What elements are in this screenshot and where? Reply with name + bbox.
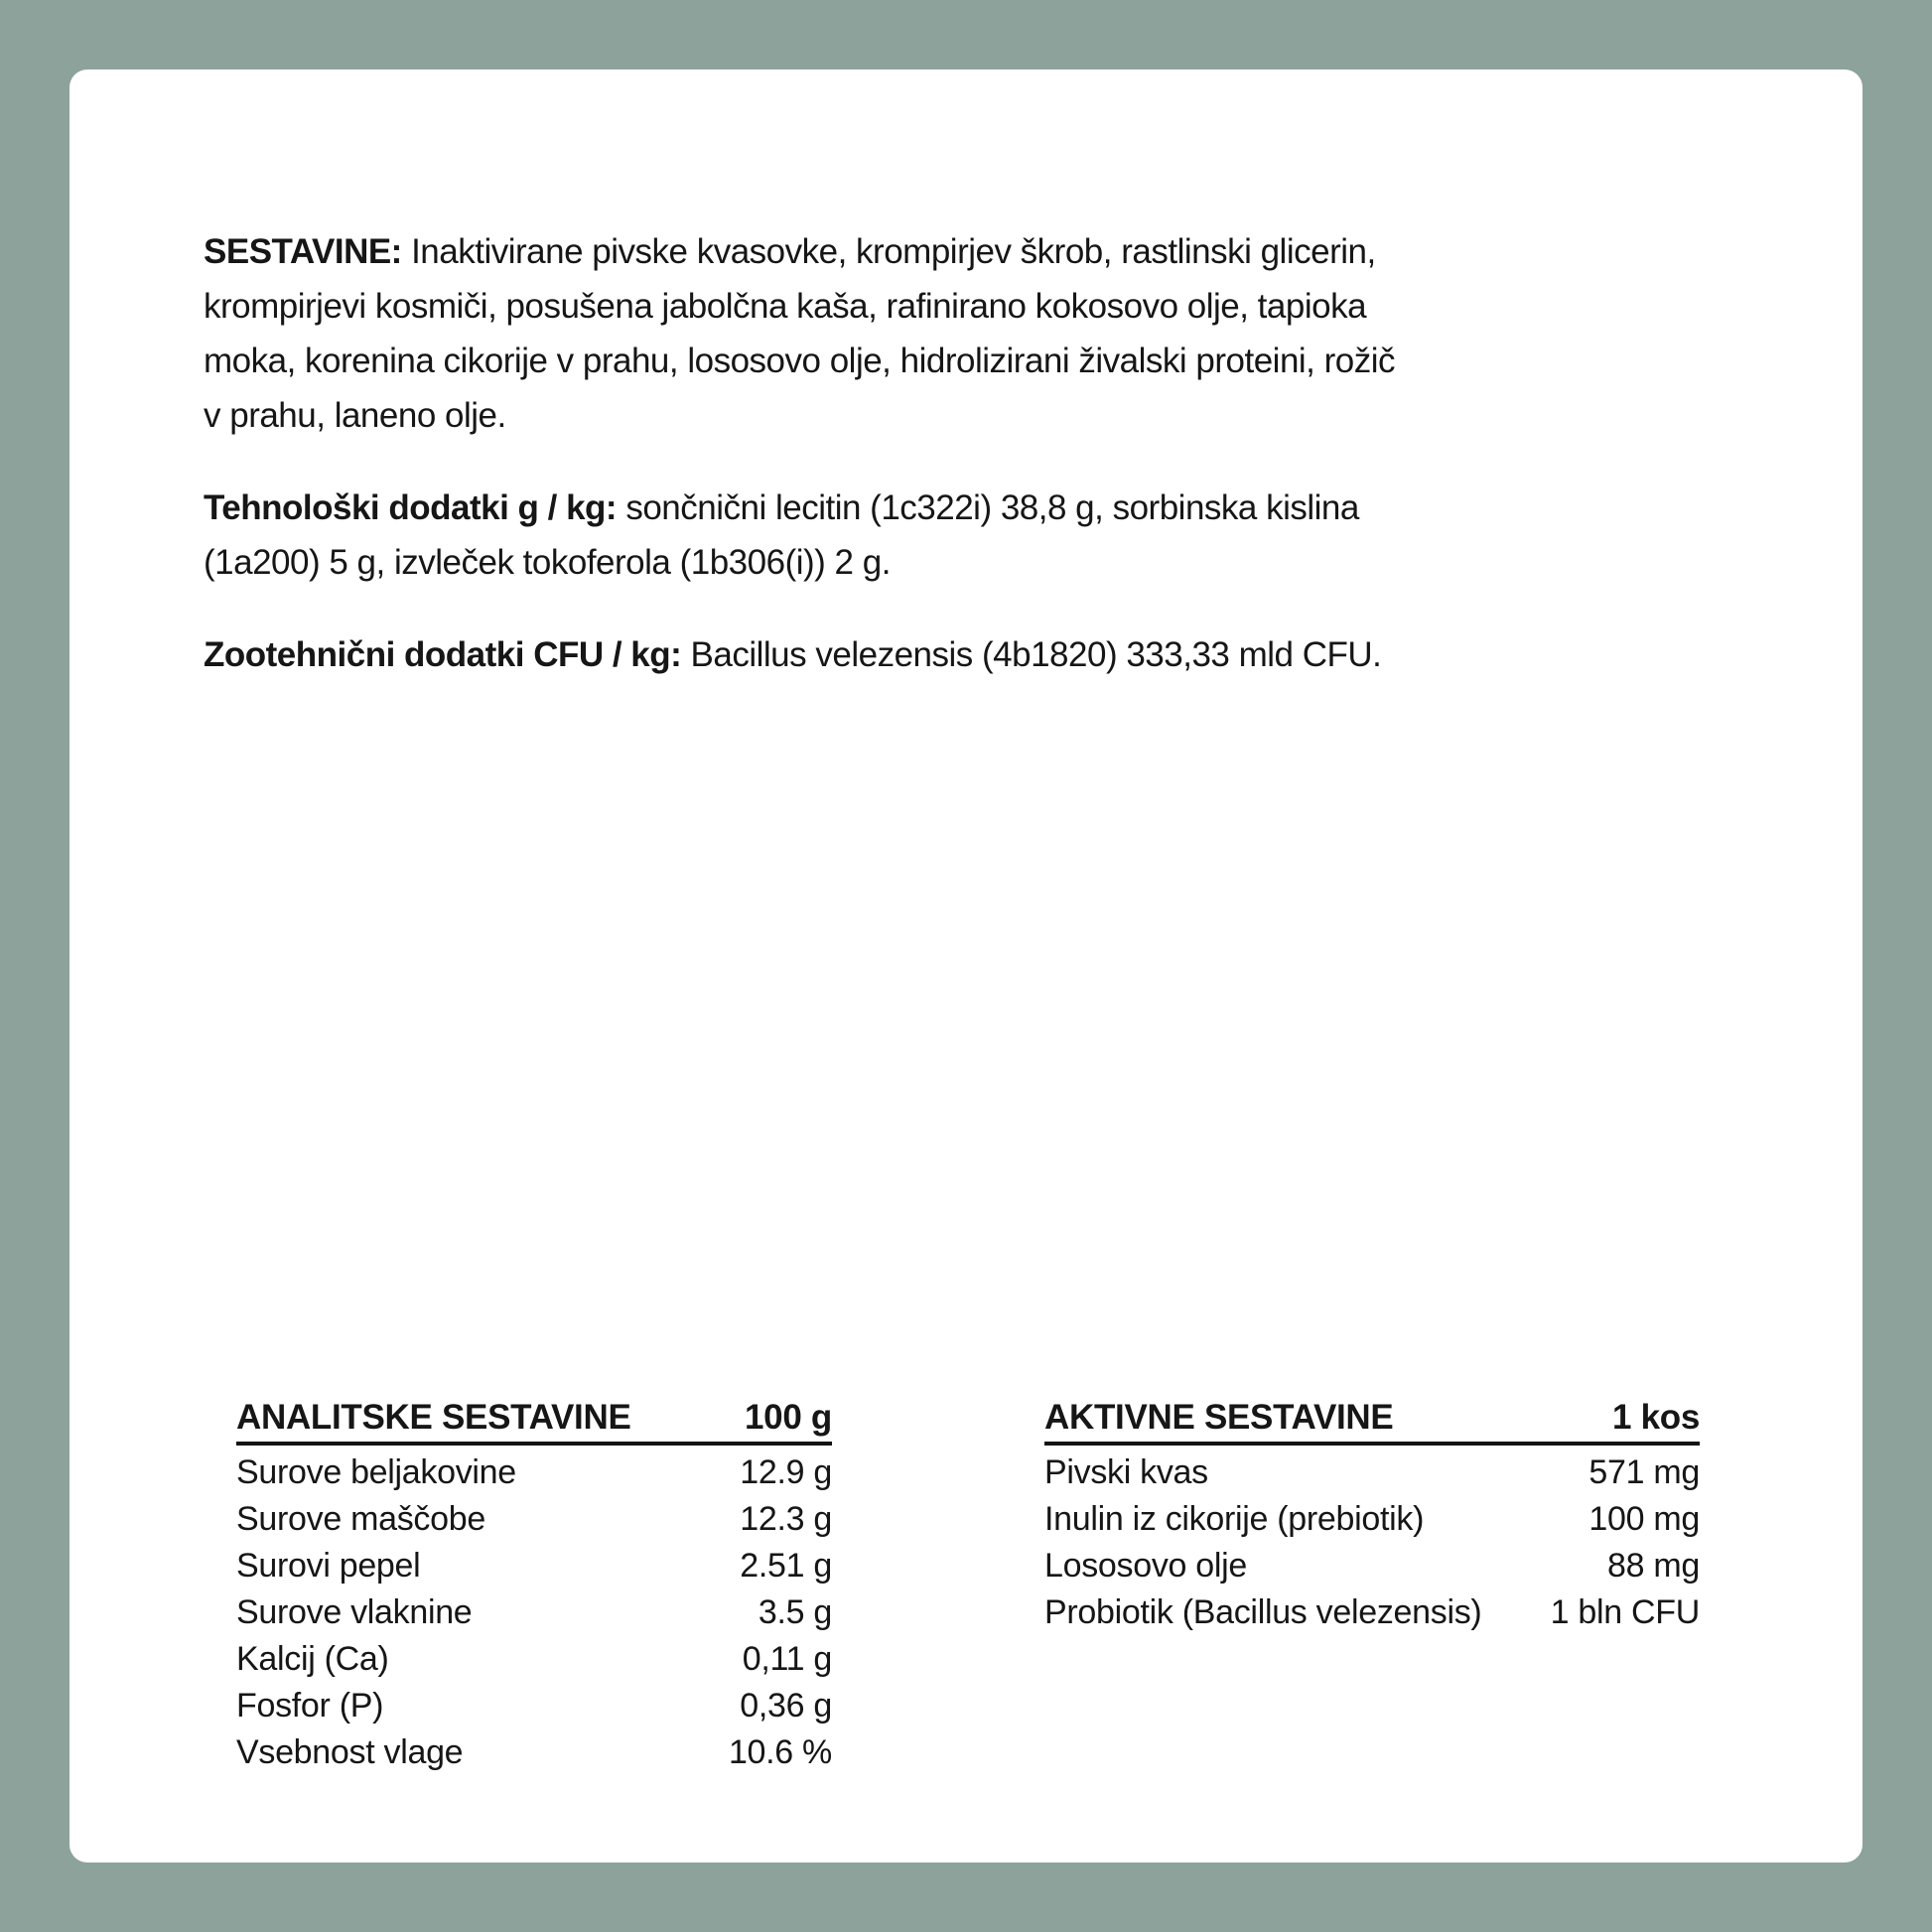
row-name: Surove maščobe [236,1500,485,1538]
analytical-table [236,1396,832,1776]
active-table-header [1044,1396,1700,1446]
row-name: Vsebnost vlage [236,1733,464,1771]
technological-additives-text: sončnični lecitin (1c322i) 38,8 g, sorbinska kislina [617,488,1359,527]
table-row [236,1449,832,1496]
table-row [236,1496,832,1543]
technological-additives-label: Tehnološki dodatki g / kg: [204,488,618,527]
zootechnical-additives-paragraph [204,627,1737,682]
table-row [1044,1589,1700,1636]
table-row [236,1636,832,1683]
table-row [236,1589,832,1636]
ingredients-text: Inaktivirane pivske kvasovke, krompirjev škrob, rastlinski glicerin, [401,232,1376,271]
row-value: 2.51 g [740,1547,832,1585]
table-row [1044,1496,1700,1543]
analytical-table-header [236,1396,832,1446]
table-row [236,1729,832,1776]
ingredients-label: SESTAVINE: [204,232,402,271]
row-name: Surove vlaknine [236,1593,473,1631]
row-name: Probiotik (Bacillus velezensis) [1044,1593,1482,1631]
table-row [236,1543,832,1589]
row-value: 571 mg [1588,1453,1700,1491]
row-value: 88 mg [1607,1547,1700,1585]
analytical-table-body [236,1446,832,1776]
active-table-unit: 1 kos [1612,1398,1700,1437]
row-name: Pivski kvas [1044,1453,1208,1491]
row-name: Kalcij (Ca) [236,1640,389,1678]
row-value: 0,11 g [742,1640,832,1678]
row-value: 3.5 g [758,1593,832,1631]
row-value: 1 bln CFU [1550,1593,1700,1631]
row-name: Lososovo olje [1044,1547,1248,1585]
ingredients-paragraph [204,224,1737,443]
row-value: 0,36 g [740,1687,832,1725]
active-table [1044,1396,1700,1636]
zootechnical-additives-label: Zootehnični dodatki CFU / kg: [204,635,682,674]
analytical-table-title: ANALITSKE SESTAVINE [236,1398,631,1437]
row-name: Surove beljakovine [236,1453,516,1491]
label-card [69,69,1863,1863]
row-value: 12.9 g [740,1453,832,1491]
row-value: 10.6 % [728,1733,832,1771]
technological-additives-paragraph [204,481,1737,590]
ingredients-line: v prahu, laneno olje. [204,396,506,435]
ingredients-line: moka, korenina cikorije v prahu, lososovo olje, hidrolizirani živalski proteini, rožič [204,342,1396,380]
active-table-body [1044,1446,1700,1636]
row-name: Surovi pepel [236,1547,421,1585]
active-table-title: AKTIVNE SESTAVINE [1044,1398,1394,1437]
analytical-table-unit: 100 g [745,1398,832,1437]
technological-additives-line [204,481,1737,535]
zootechnical-additives-text: Bacillus velezensis (4b1820) 333,33 mld CFU. [681,635,1382,674]
technological-additives-line: (1a200) 5 g, izvleček tokoferola (1b306(i)) 2 g. [204,543,891,582]
ingredients-line: krompirjevi kosmiči, posušena jabolčna kaša, rafinirano kokosovo olje, tapioka [204,287,1367,326]
row-name: Inulin iz cikorije (prebiotik) [1044,1500,1425,1538]
table-row [1044,1449,1700,1496]
zootechnical-additives-line [204,627,1737,682]
table-row [1044,1543,1700,1589]
label-text-block [204,224,1737,720]
row-value: 100 mg [1588,1500,1700,1538]
row-name: Fosfor (P) [236,1687,384,1725]
row-value: 12.3 g [740,1500,832,1538]
table-row [236,1683,832,1729]
ingredients-line [204,224,1737,279]
